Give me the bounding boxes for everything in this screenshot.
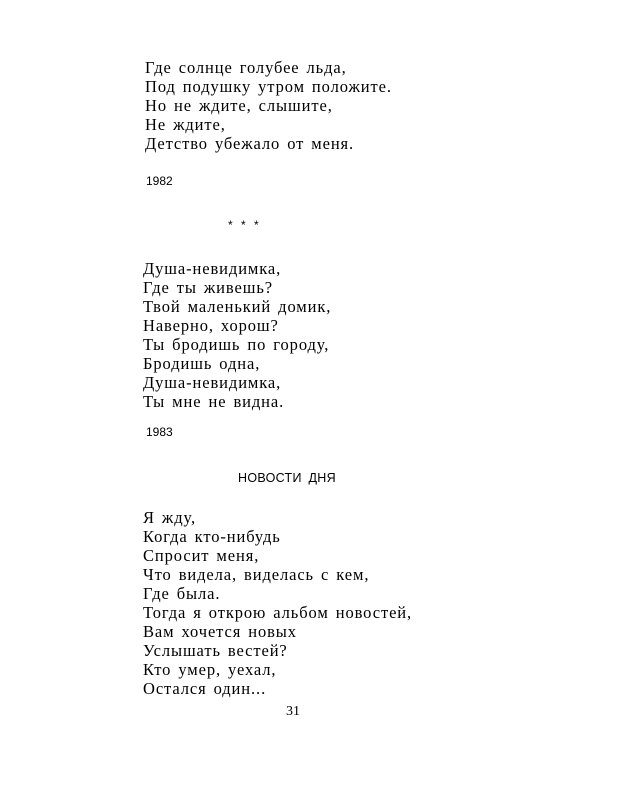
poem-line: Услышать вестей? [143,641,288,660]
poem-line: Душа-невидимка, [143,373,282,392]
poem-line: Наверно, хорош? [143,316,279,335]
poem-line: Тогда я открою альбом новостей, [143,603,413,622]
poem-year: 1982 [146,174,173,188]
poem-line: Где солнце голубее льда, [145,58,347,77]
poem-line: Что видела, виделась с кем, [143,565,370,584]
poem-line: Где ты живешь? [143,278,273,297]
poem-line: Кто умер, уехал, [143,660,277,679]
poem-line: Ты бродишь по городу, [143,335,330,354]
poem-line: Спросит меня, [143,546,260,565]
poem-line: Ты мне не видна. [143,392,285,411]
poem-line: Под подушку утром положите. [145,77,392,96]
poem-line: Остался один... [143,679,267,698]
poem-line: Я жду, [143,508,197,527]
poem-line: Вам хочется новых [143,622,297,641]
poem-line: Где была. [143,584,221,603]
poem-line: Детство убежало от меня. [145,134,355,153]
poem-line: Твой маленький домик, [143,297,332,316]
untitled-poem-asterisks: * * * [228,218,261,232]
poem-title: НОВОСТИ ДНЯ [238,471,336,485]
poem-news-of-the-day [143,508,412,698]
poem-ending-stanza [145,58,392,153]
poem-line: Бродишь одна, [143,354,261,373]
poem-line: Душа-невидимка, [143,259,282,278]
poem-line: Но не ждите, слышите, [145,96,333,115]
page-number: 31 [286,704,300,719]
poem-year: 1983 [146,425,173,439]
poem-line: Не ждите, [145,115,226,134]
poem-untitled [143,259,331,411]
poem-line: Когда кто-нибудь [143,527,281,546]
